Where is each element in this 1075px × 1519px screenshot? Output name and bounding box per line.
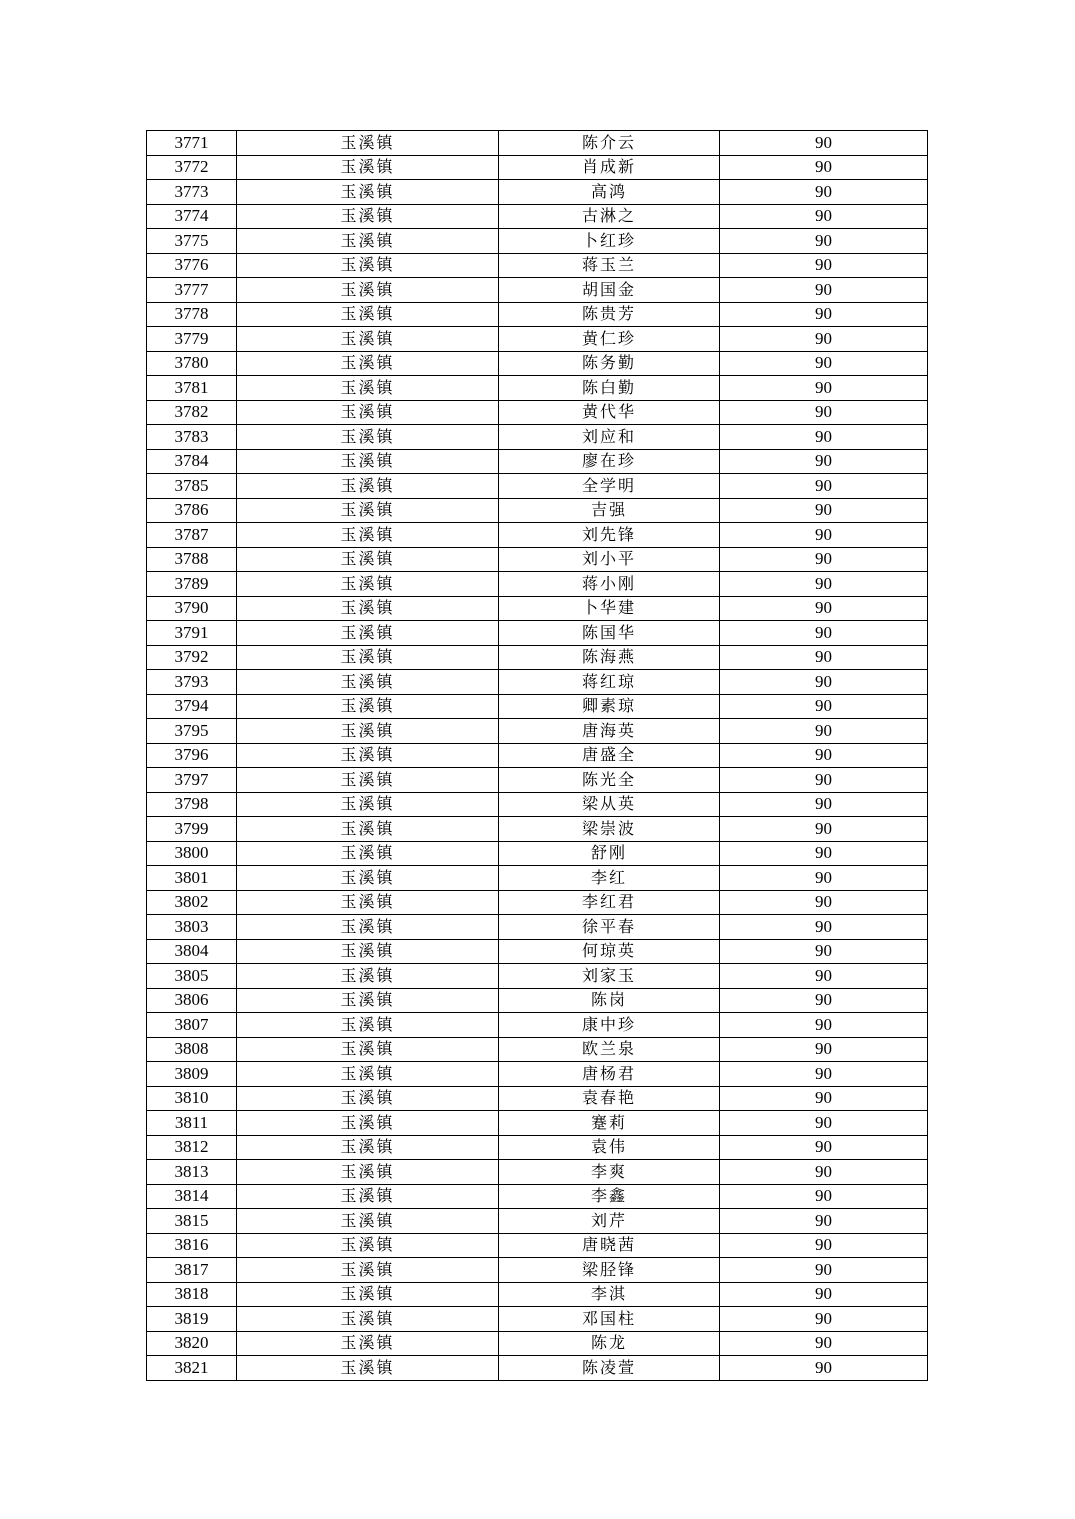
score-cell: 90 <box>720 229 928 254</box>
score-cell: 90 <box>720 1135 928 1160</box>
table-row <box>147 1086 928 1111</box>
score-cell: 90 <box>720 1013 928 1038</box>
table-row <box>147 1135 928 1160</box>
name-cell: 刘芹 <box>499 1209 720 1234</box>
row-number-cell: 3800 <box>147 841 237 866</box>
table-row <box>147 327 928 352</box>
table-row <box>147 768 928 793</box>
score-cell: 90 <box>720 449 928 474</box>
town-cell: 玉溪镇 <box>237 302 499 327</box>
name-cell: 蒋玉兰 <box>499 253 720 278</box>
table-row <box>147 204 928 229</box>
row-number-cell: 3804 <box>147 939 237 964</box>
score-cell: 90 <box>720 547 928 572</box>
row-number-cell: 3820 <box>147 1331 237 1356</box>
row-number-cell: 3811 <box>147 1111 237 1136</box>
score-cell: 90 <box>720 817 928 842</box>
row-number-cell: 3790 <box>147 596 237 621</box>
score-cell: 90 <box>720 1160 928 1185</box>
name-cell: 全学明 <box>499 474 720 499</box>
row-number-cell: 3779 <box>147 327 237 352</box>
score-cell: 90 <box>720 792 928 817</box>
name-cell: 陈海燕 <box>499 645 720 670</box>
name-cell: 廖在珍 <box>499 449 720 474</box>
town-cell: 玉溪镇 <box>237 596 499 621</box>
table-row <box>147 1111 928 1136</box>
table-row <box>147 817 928 842</box>
table-row <box>147 988 928 1013</box>
table-row <box>147 180 928 205</box>
row-number-cell: 3810 <box>147 1086 237 1111</box>
row-number-cell: 3783 <box>147 425 237 450</box>
name-cell: 李爽 <box>499 1160 720 1185</box>
town-cell: 玉溪镇 <box>237 1160 499 1185</box>
table-row <box>147 474 928 499</box>
score-cell: 90 <box>720 743 928 768</box>
row-number-cell: 3817 <box>147 1258 237 1283</box>
score-cell: 90 <box>720 694 928 719</box>
name-cell: 黄仁珍 <box>499 327 720 352</box>
town-cell: 玉溪镇 <box>237 523 499 548</box>
table-row <box>147 1282 928 1307</box>
table-row <box>147 1307 928 1332</box>
row-number-cell: 3803 <box>147 915 237 940</box>
name-cell: 梁崇波 <box>499 817 720 842</box>
town-cell: 玉溪镇 <box>237 768 499 793</box>
score-cell: 90 <box>720 719 928 744</box>
town-cell: 玉溪镇 <box>237 498 499 523</box>
town-cell: 玉溪镇 <box>237 621 499 646</box>
table-row <box>147 939 928 964</box>
score-cell: 90 <box>720 1282 928 1307</box>
town-cell: 玉溪镇 <box>237 645 499 670</box>
score-cell: 90 <box>720 596 928 621</box>
name-cell: 陈白勤 <box>499 376 720 401</box>
row-number-cell: 3813 <box>147 1160 237 1185</box>
row-number-cell: 3819 <box>147 1307 237 1332</box>
table-row <box>147 621 928 646</box>
row-number-cell: 3777 <box>147 278 237 303</box>
town-cell: 玉溪镇 <box>237 915 499 940</box>
table-row <box>147 670 928 695</box>
row-number-cell: 3788 <box>147 547 237 572</box>
town-cell: 玉溪镇 <box>237 376 499 401</box>
table-row <box>147 278 928 303</box>
town-cell: 玉溪镇 <box>237 1184 499 1209</box>
row-number-cell: 3794 <box>147 694 237 719</box>
row-number-cell: 3792 <box>147 645 237 670</box>
name-cell: 卿素琼 <box>499 694 720 719</box>
row-number-cell: 3771 <box>147 131 237 156</box>
name-cell: 高鸿 <box>499 180 720 205</box>
name-cell: 唐杨君 <box>499 1062 720 1087</box>
name-cell: 蹇莉 <box>499 1111 720 1136</box>
table-row <box>147 1062 928 1087</box>
score-cell: 90 <box>720 376 928 401</box>
town-cell: 玉溪镇 <box>237 229 499 254</box>
table-row <box>147 1258 928 1283</box>
name-cell: 蒋小刚 <box>499 572 720 597</box>
town-cell: 玉溪镇 <box>237 866 499 891</box>
score-cell: 90 <box>720 1037 928 1062</box>
table-row <box>147 1233 928 1258</box>
score-cell: 90 <box>720 327 928 352</box>
row-number-cell: 3774 <box>147 204 237 229</box>
table-row <box>147 229 928 254</box>
town-cell: 玉溪镇 <box>237 964 499 989</box>
row-number-cell: 3786 <box>147 498 237 523</box>
name-cell: 蒋红琼 <box>499 670 720 695</box>
name-cell: 卜红珍 <box>499 229 720 254</box>
town-cell: 玉溪镇 <box>237 1111 499 1136</box>
name-cell: 梁胫锋 <box>499 1258 720 1283</box>
town-cell: 玉溪镇 <box>237 1135 499 1160</box>
name-cell: 李红君 <box>499 890 720 915</box>
data-table <box>146 130 928 1381</box>
name-cell: 陈务勤 <box>499 351 720 376</box>
table-row <box>147 719 928 744</box>
score-cell: 90 <box>720 131 928 156</box>
name-cell: 何琼英 <box>499 939 720 964</box>
name-cell: 陈光全 <box>499 768 720 793</box>
row-number-cell: 3815 <box>147 1209 237 1234</box>
score-cell: 90 <box>720 572 928 597</box>
score-cell: 90 <box>720 964 928 989</box>
score-cell: 90 <box>720 400 928 425</box>
town-cell: 玉溪镇 <box>237 792 499 817</box>
score-cell: 90 <box>720 474 928 499</box>
row-number-cell: 3791 <box>147 621 237 646</box>
table-row <box>147 1037 928 1062</box>
score-cell: 90 <box>720 866 928 891</box>
town-cell: 玉溪镇 <box>237 719 499 744</box>
name-cell: 肖成新 <box>499 155 720 180</box>
row-number-cell: 3773 <box>147 180 237 205</box>
score-cell: 90 <box>720 351 928 376</box>
table-row <box>147 523 928 548</box>
row-number-cell: 3807 <box>147 1013 237 1038</box>
table-row <box>147 1160 928 1185</box>
score-cell: 90 <box>720 302 928 327</box>
score-cell: 90 <box>720 841 928 866</box>
table-row <box>147 131 928 156</box>
town-cell: 玉溪镇 <box>237 1331 499 1356</box>
name-cell: 康中珍 <box>499 1013 720 1038</box>
table-row <box>147 400 928 425</box>
name-cell: 吉强 <box>499 498 720 523</box>
score-cell: 90 <box>720 1307 928 1332</box>
score-cell: 90 <box>720 204 928 229</box>
name-cell: 刘应和 <box>499 425 720 450</box>
name-cell: 邓国柱 <box>499 1307 720 1332</box>
town-cell: 玉溪镇 <box>237 939 499 964</box>
town-cell: 玉溪镇 <box>237 1282 499 1307</box>
town-cell: 玉溪镇 <box>237 1209 499 1234</box>
name-cell: 梁从英 <box>499 792 720 817</box>
score-cell: 90 <box>720 1356 928 1381</box>
row-number-cell: 3821 <box>147 1356 237 1381</box>
town-cell: 玉溪镇 <box>237 1233 499 1258</box>
table-row <box>147 743 928 768</box>
name-cell: 袁春艳 <box>499 1086 720 1111</box>
row-number-cell: 3812 <box>147 1135 237 1160</box>
score-cell: 90 <box>720 1258 928 1283</box>
score-cell: 90 <box>720 670 928 695</box>
row-number-cell: 3775 <box>147 229 237 254</box>
town-cell: 玉溪镇 <box>237 1258 499 1283</box>
table-row <box>147 596 928 621</box>
name-cell: 李鑫 <box>499 1184 720 1209</box>
name-cell: 欧兰泉 <box>499 1037 720 1062</box>
table-row <box>147 841 928 866</box>
row-number-cell: 3795 <box>147 719 237 744</box>
score-cell: 90 <box>720 498 928 523</box>
score-cell: 90 <box>720 1111 928 1136</box>
name-cell: 舒刚 <box>499 841 720 866</box>
town-cell: 玉溪镇 <box>237 1013 499 1038</box>
table-row <box>147 425 928 450</box>
town-cell: 玉溪镇 <box>237 180 499 205</box>
row-number-cell: 3814 <box>147 1184 237 1209</box>
table-row <box>147 253 928 278</box>
row-number-cell: 3780 <box>147 351 237 376</box>
town-cell: 玉溪镇 <box>237 327 499 352</box>
score-cell: 90 <box>720 890 928 915</box>
row-number-cell: 3805 <box>147 964 237 989</box>
table-row <box>147 645 928 670</box>
row-number-cell: 3789 <box>147 572 237 597</box>
row-number-cell: 3785 <box>147 474 237 499</box>
row-number-cell: 3799 <box>147 817 237 842</box>
table-row <box>147 547 928 572</box>
score-cell: 90 <box>720 278 928 303</box>
score-cell: 90 <box>720 253 928 278</box>
table-row <box>147 351 928 376</box>
score-cell: 90 <box>720 1233 928 1258</box>
name-cell: 唐海英 <box>499 719 720 744</box>
score-cell: 90 <box>720 180 928 205</box>
town-cell: 玉溪镇 <box>237 1037 499 1062</box>
town-cell: 玉溪镇 <box>237 425 499 450</box>
name-cell: 黄代华 <box>499 400 720 425</box>
town-cell: 玉溪镇 <box>237 474 499 499</box>
table-row <box>147 572 928 597</box>
name-cell: 陈龙 <box>499 1331 720 1356</box>
town-cell: 玉溪镇 <box>237 1086 499 1111</box>
town-cell: 玉溪镇 <box>237 351 499 376</box>
score-cell: 90 <box>720 1331 928 1356</box>
table-row <box>147 302 928 327</box>
name-cell: 陈贵芳 <box>499 302 720 327</box>
name-cell: 古淋之 <box>499 204 720 229</box>
row-number-cell: 3808 <box>147 1037 237 1062</box>
name-cell: 唐盛全 <box>499 743 720 768</box>
score-cell: 90 <box>720 523 928 548</box>
name-cell: 卜华建 <box>499 596 720 621</box>
table-row <box>147 792 928 817</box>
town-cell: 玉溪镇 <box>237 817 499 842</box>
name-cell: 陈国华 <box>499 621 720 646</box>
town-cell: 玉溪镇 <box>237 670 499 695</box>
table-row <box>147 1356 928 1381</box>
score-cell: 90 <box>720 915 928 940</box>
name-cell: 李红 <box>499 866 720 891</box>
table-row <box>147 449 928 474</box>
score-cell: 90 <box>720 1209 928 1234</box>
row-number-cell: 3802 <box>147 890 237 915</box>
town-cell: 玉溪镇 <box>237 155 499 180</box>
row-number-cell: 3784 <box>147 449 237 474</box>
score-cell: 90 <box>720 1086 928 1111</box>
town-cell: 玉溪镇 <box>237 547 499 572</box>
row-number-cell: 3797 <box>147 768 237 793</box>
town-cell: 玉溪镇 <box>237 572 499 597</box>
town-cell: 玉溪镇 <box>237 253 499 278</box>
score-cell: 90 <box>720 645 928 670</box>
score-cell: 90 <box>720 768 928 793</box>
town-cell: 玉溪镇 <box>237 1356 499 1381</box>
table-row <box>147 1013 928 1038</box>
table-row <box>147 866 928 891</box>
row-number-cell: 3782 <box>147 400 237 425</box>
row-number-cell: 3816 <box>147 1233 237 1258</box>
name-cell: 李淇 <box>499 1282 720 1307</box>
name-cell: 徐平春 <box>499 915 720 940</box>
town-cell: 玉溪镇 <box>237 449 499 474</box>
town-cell: 玉溪镇 <box>237 131 499 156</box>
town-cell: 玉溪镇 <box>237 278 499 303</box>
table-row <box>147 155 928 180</box>
row-number-cell: 3776 <box>147 253 237 278</box>
score-cell: 90 <box>720 425 928 450</box>
row-number-cell: 3793 <box>147 670 237 695</box>
table-row <box>147 890 928 915</box>
row-number-cell: 3809 <box>147 1062 237 1087</box>
score-cell: 90 <box>720 1184 928 1209</box>
table-row <box>147 964 928 989</box>
town-cell: 玉溪镇 <box>237 743 499 768</box>
row-number-cell: 3801 <box>147 866 237 891</box>
row-number-cell: 3798 <box>147 792 237 817</box>
table-row <box>147 915 928 940</box>
score-cell: 90 <box>720 988 928 1013</box>
town-cell: 玉溪镇 <box>237 841 499 866</box>
row-number-cell: 3806 <box>147 988 237 1013</box>
score-cell: 90 <box>720 621 928 646</box>
town-cell: 玉溪镇 <box>237 1307 499 1332</box>
name-cell: 胡国金 <box>499 278 720 303</box>
name-cell: 袁伟 <box>499 1135 720 1160</box>
name-cell: 陈岗 <box>499 988 720 1013</box>
table-row <box>147 1331 928 1356</box>
row-number-cell: 3778 <box>147 302 237 327</box>
document-page <box>146 130 927 1381</box>
table-row <box>147 1184 928 1209</box>
table-row <box>147 376 928 401</box>
name-cell: 刘家玉 <box>499 964 720 989</box>
name-cell: 唐晓茜 <box>499 1233 720 1258</box>
table-row <box>147 1209 928 1234</box>
row-number-cell: 3818 <box>147 1282 237 1307</box>
row-number-cell: 3787 <box>147 523 237 548</box>
town-cell: 玉溪镇 <box>237 400 499 425</box>
score-cell: 90 <box>720 939 928 964</box>
row-number-cell: 3772 <box>147 155 237 180</box>
score-cell: 90 <box>720 1062 928 1087</box>
town-cell: 玉溪镇 <box>237 204 499 229</box>
row-number-cell: 3796 <box>147 743 237 768</box>
name-cell: 陈介云 <box>499 131 720 156</box>
town-cell: 玉溪镇 <box>237 1062 499 1087</box>
town-cell: 玉溪镇 <box>237 694 499 719</box>
table-body <box>147 131 928 1381</box>
town-cell: 玉溪镇 <box>237 890 499 915</box>
table-row <box>147 498 928 523</box>
name-cell: 刘小平 <box>499 547 720 572</box>
table-row <box>147 694 928 719</box>
name-cell: 陈凌萱 <box>499 1356 720 1381</box>
row-number-cell: 3781 <box>147 376 237 401</box>
name-cell: 刘先锋 <box>499 523 720 548</box>
town-cell: 玉溪镇 <box>237 988 499 1013</box>
score-cell: 90 <box>720 155 928 180</box>
